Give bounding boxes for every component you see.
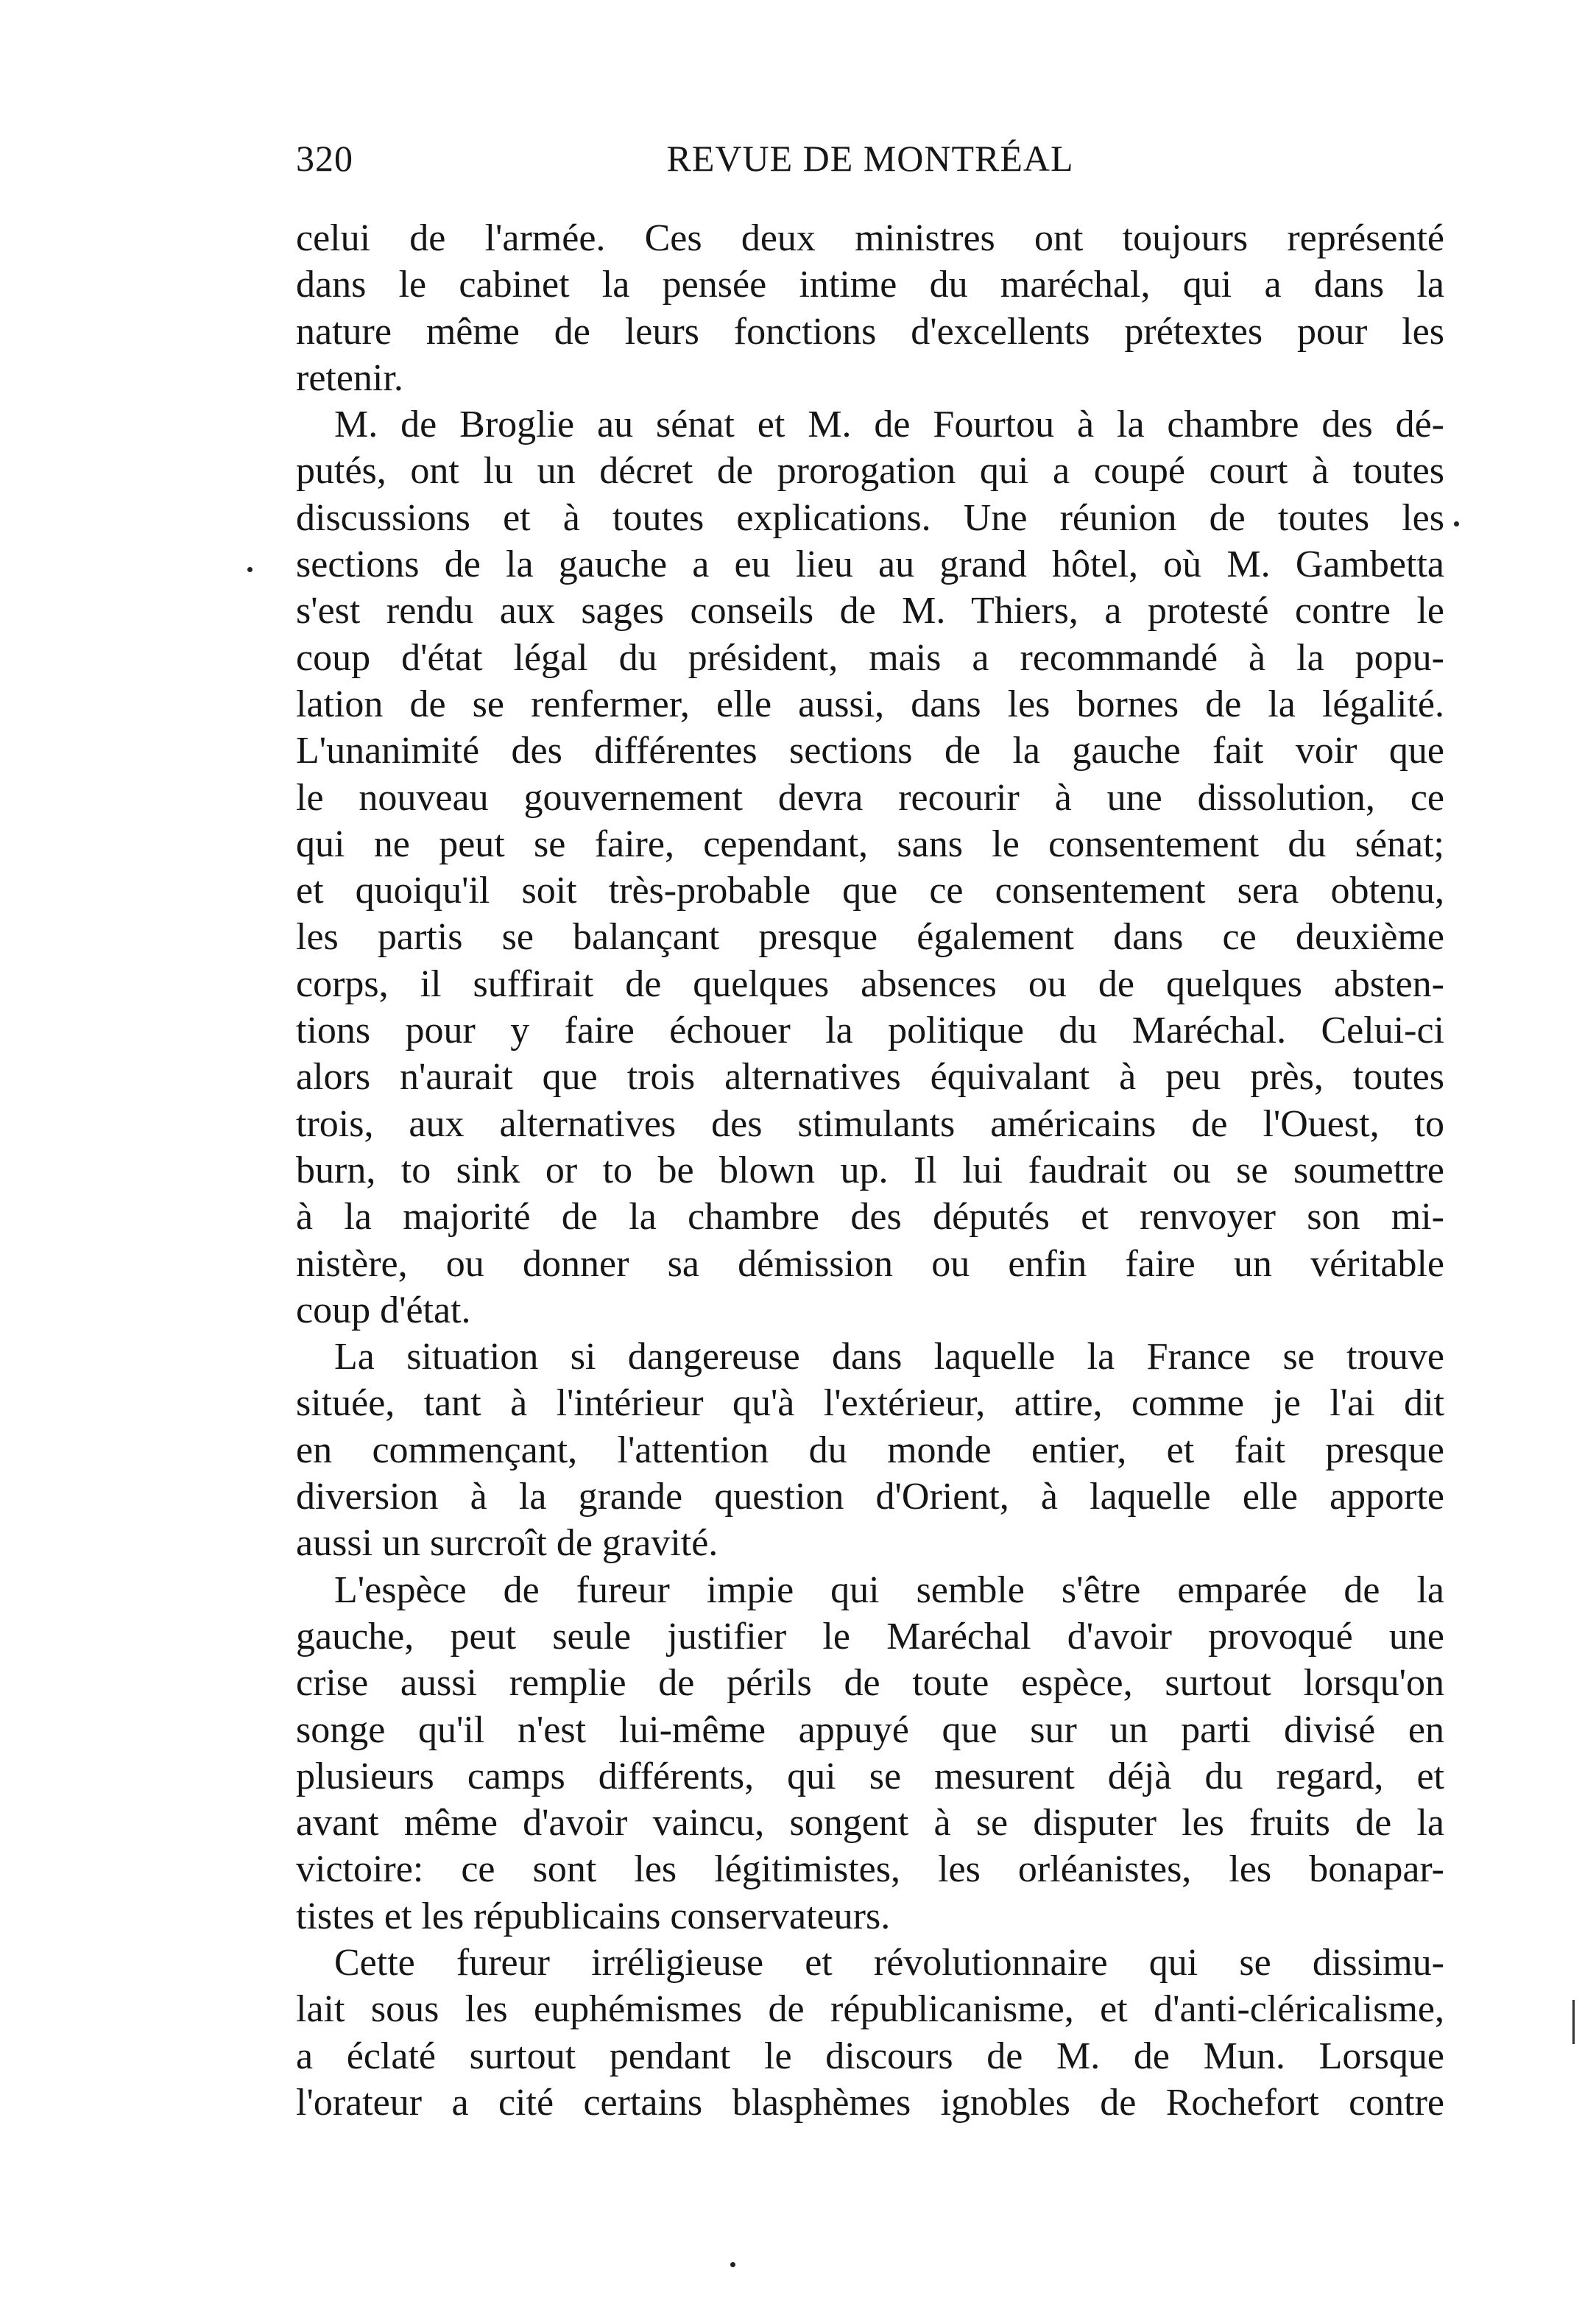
text-line: les partis se balançant presque également dans ce deuxième	[296, 916, 1444, 959]
text-line: coup d'état légal du président, mais a recommandé à la popu-	[296, 636, 1444, 679]
text-line: l'orateur a cité certains blasphèmes ignobles de Rochefort contre	[296, 2081, 1444, 2124]
text-line: retenir.	[296, 356, 403, 399]
text-line: située, tant à l'intérieur qu'à l'extérieur, attire, comme je l'ai dit	[296, 1382, 1444, 1425]
text-line: crise aussi remplie de périls de toute espèce, surtout lorsqu'on	[296, 1662, 1444, 1705]
body-text	[296, 215, 1444, 2126]
text-line: qui ne peut se faire, cependant, sans le consentement du sénat;	[296, 823, 1444, 865]
text-line: sections de la gauche a eu lieu au grand hôtel, où M. Gambetta	[296, 543, 1444, 586]
text-line: nature même de leurs fonctions d'excellents prétextes pour les	[296, 310, 1444, 353]
page-header	[296, 133, 1444, 184]
text-line: a éclaté surtout pendant le discours de M. de Mun. Lorsque	[296, 2035, 1444, 2077]
text-line: coup d'état.	[296, 1289, 471, 1331]
text-line: alors n'aurait que trois alternatives équivalant à peu près, toutes	[296, 1056, 1444, 1099]
running-title: REVUE DE MONTRÉAL	[666, 138, 1074, 179]
text-line: diversion à la grande question d'Orient, à laquelle elle apporte	[296, 1476, 1444, 1518]
text-line: lation de se renfermer, elle aussi, dans les bornes de la légalité.	[296, 683, 1444, 725]
text-line: et quoiqu'il soit très-probable que ce consentement sera obtenu,	[296, 870, 1444, 912]
text-line: trois, aux alternatives des stimulants américains de l'Ouest, to	[296, 1102, 1444, 1145]
text-line: plusieurs camps différents, qui se mesurent déjà du regard, et	[296, 1755, 1444, 1797]
text-line: tions pour y faire échouer la politique du Maréchal. Celui-ci	[296, 1010, 1444, 1052]
margin-speck	[1454, 521, 1459, 526]
text-line: lait sous les euphémismes de républicanisme, et d'anti-cléricalisme,	[296, 1988, 1444, 2031]
edge-mark	[1572, 2000, 1575, 2044]
page-number: 320	[296, 138, 353, 179]
text-line: aussi un surcroît de gravité.	[296, 1522, 718, 1565]
text-line: discussions et à toutes explications. Une réunion de toutes les	[296, 496, 1444, 539]
text-line: gauche, peut seule justifier le Maréchal d'avoir provoqué une	[296, 1615, 1444, 1658]
text-line: le nouveau gouvernement devra recourir à une dissolution, ce	[296, 776, 1444, 819]
text-line: à la majorité de la chambre des députés et renvoyer son mi-	[296, 1196, 1444, 1239]
text-line: La situation si dangereuse dans laquelle la France se trouve	[334, 1336, 1444, 1378]
text-line: s'est rendu aux sages conseils de M. Thiers, a protesté contre le	[296, 590, 1444, 633]
text-line: putés, ont lu un décret de prorogation qui a coupé court à toutes	[296, 450, 1444, 493]
text-line: avant même d'avoir vaincu, songent à se disputer les fruits de la	[296, 1802, 1444, 1845]
text-line: M. de Broglie au sénat et M. de Fourtou à la chambre des dé-	[334, 404, 1444, 446]
text-line: Cette fureur irréligieuse et révolutionnaire qui se dissimu-	[334, 1941, 1444, 1984]
text-line: songe qu'il n'est lui-même appuyé que sur un parti divisé en	[296, 1708, 1444, 1751]
text-line: en commençant, l'attention du monde entier, et fait presque	[296, 1429, 1444, 1471]
text-line: tistes et les républicains conservateurs.	[296, 1895, 891, 1937]
text-line: burn, to sink or to be blown up. Il lui faudrait ou se soumettre	[296, 1149, 1444, 1191]
text-line: celui de l'armée. Ces deux ministres ont toujours représenté	[296, 217, 1444, 259]
text-line: L'espèce de fureur impie qui semble s'être emparée de la	[334, 1568, 1444, 1611]
margin-speck	[247, 567, 253, 572]
text-line: nistère, ou donner sa démission ou enfin faire un véritable	[296, 1242, 1444, 1285]
text-line: victoire: ce sont les légitimistes, les orléanistes, les bonapar-	[296, 1848, 1444, 1891]
text-line: corps, il suffirait de quelques absences ou de quelques absten-	[296, 962, 1444, 1005]
text-line: L'unanimité des différentes sections de la gauche fait voir que	[296, 730, 1444, 772]
margin-speck	[730, 2262, 735, 2267]
text-line: dans le cabinet la pensée intime du maréchal, qui a dans la	[296, 264, 1444, 306]
